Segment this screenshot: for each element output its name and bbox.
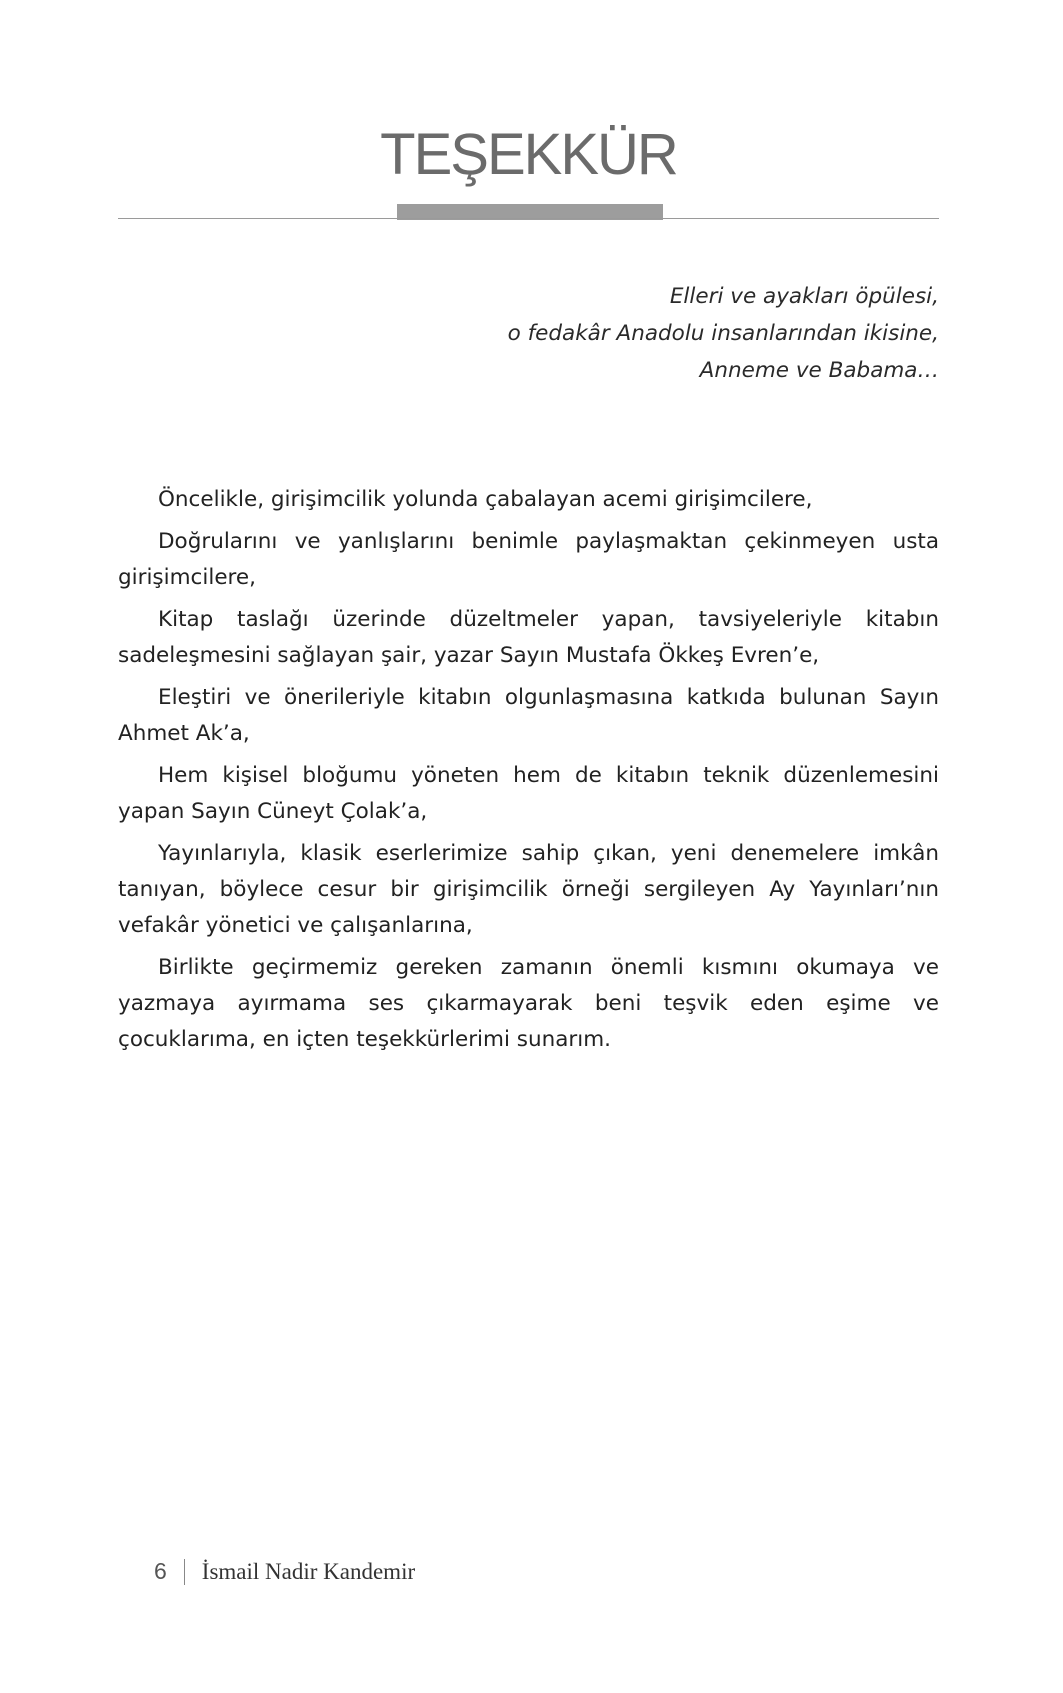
paragraph: Kitap taslağı üzerinde düzeltmeler yapan, tavsiyeleriyle kitabın sadeleşmesini sağlayan şair, yazar Sayın Mustafa Ökkeş Evren’e,: [118, 607, 939, 668]
paragraph: Öncelikle, girişimcilik yolunda çabalayan acemi girişimcilere,: [158, 487, 813, 512]
paragraph: Doğrularını ve yanlışlarını benimle paylaşmaktan çekinmeyen usta girişimcilere,: [118, 529, 939, 590]
paragraph: Yayınlarıyla, klasik eserlerimize sahip çıkan, yeni denemelere imkân tanıyan, böylece cesur bir girişimcilik örneği sergileyen Ay Yayınları’nın vefakâr yönetici ve çalışanlarına,: [118, 841, 939, 938]
page-footer: [154, 1558, 415, 1585]
dedication-line: o fedakâr Anadolu insanlarından ikisine,: [507, 321, 939, 346]
footer-separator: [184, 1559, 185, 1585]
page-title: TEŞEKKÜR: [380, 122, 677, 187]
acknowledgement-text: [118, 482, 939, 1064]
title-divider: [118, 218, 939, 219]
dedication: [508, 278, 939, 389]
page-number: 6: [154, 1558, 167, 1584]
dedication-line: Elleri ve ayakları öpülesi,: [669, 284, 939, 309]
dedication-line: Anneme ve Babama…: [699, 358, 939, 383]
author-name: İsmail Nadir Kandemir: [201, 1558, 416, 1584]
paragraph: Eleştiri ve önerileriyle kitabın olgunlaşmasına katkıda bulunan Sayın Ahmet Ak’a,: [118, 685, 939, 746]
paragraph: Hem kişisel bloğumu yöneten hem de kitabın teknik düzenlemesini yapan Sayın Cüneyt Çolak’a,: [118, 763, 939, 824]
paragraph: Birlikte geçirmemiz gereken zamanın önemli kısmını okumaya ve yazmaya ayırmama ses çıkarmayarak beni teşvik eden eşime ve çocuklarıma, en içten teşekkürlerimi sunarım.: [118, 955, 939, 1052]
